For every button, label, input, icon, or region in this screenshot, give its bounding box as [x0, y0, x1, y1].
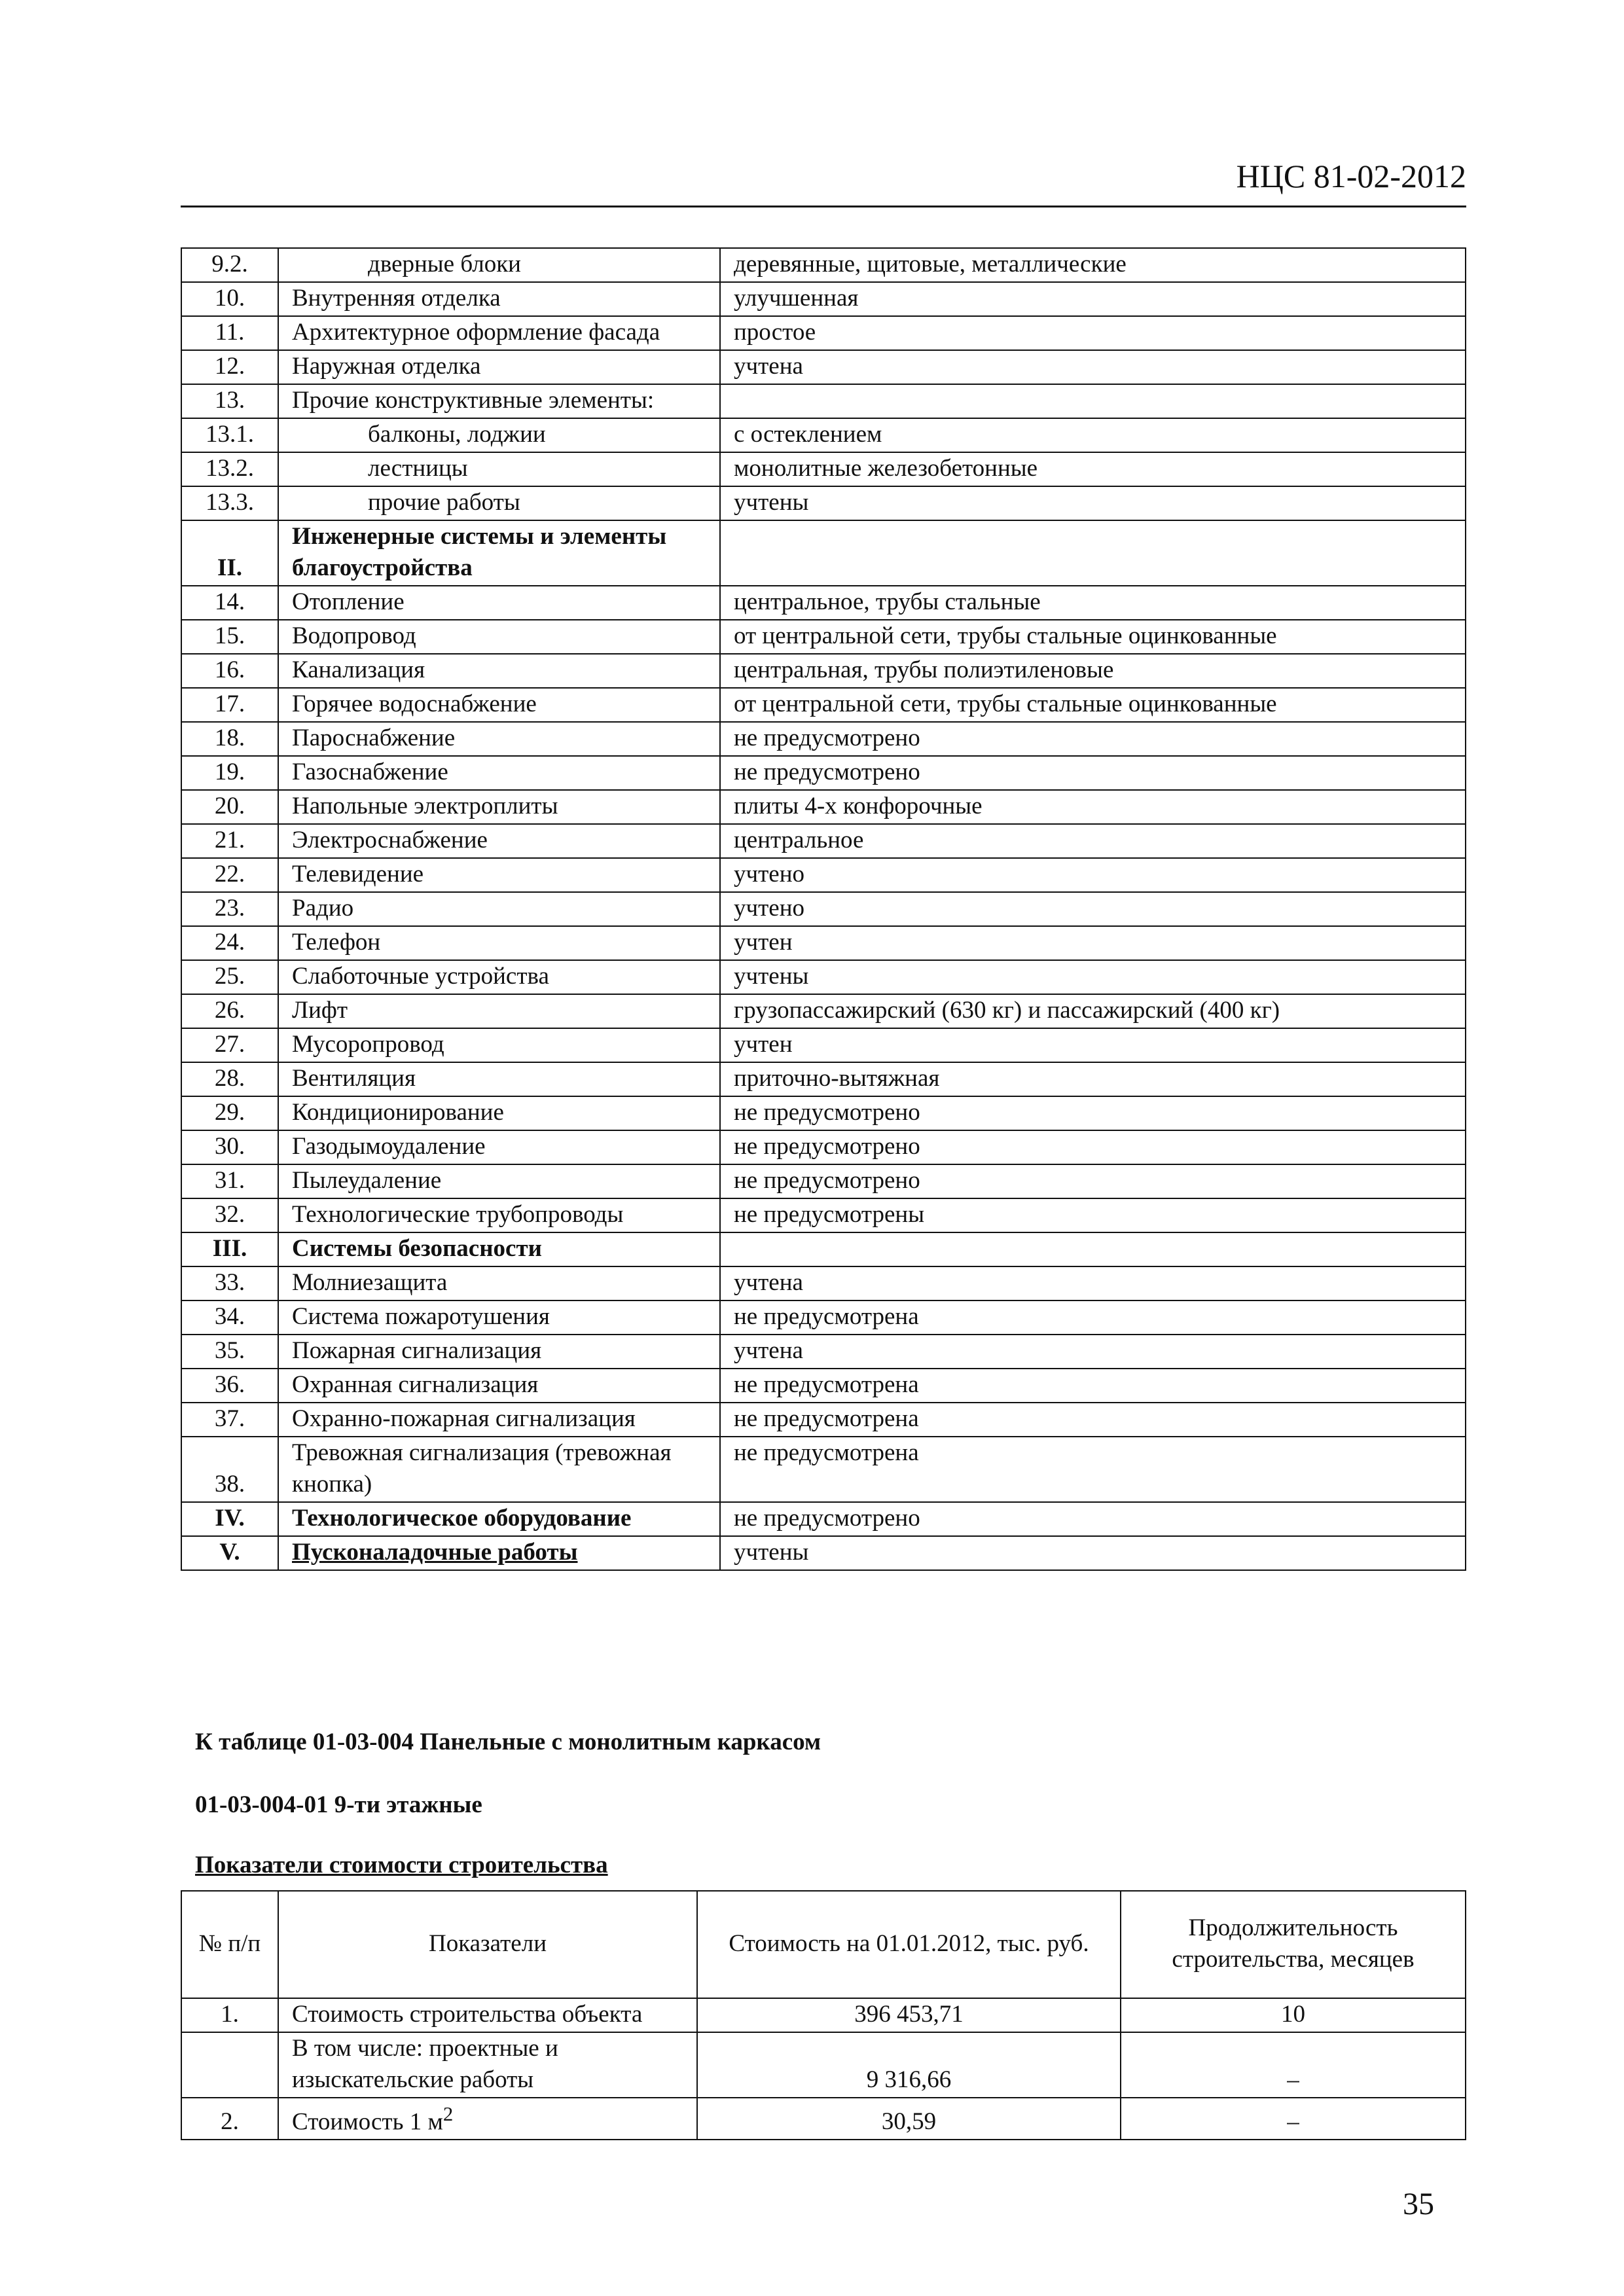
row-number: 23. [181, 892, 278, 926]
row-number: 24. [181, 926, 278, 960]
table-row [181, 1130, 1466, 1164]
document-code: НЦС 81-02-2012 [1236, 158, 1466, 194]
row-element: Тревожная сигнализация (тревожная кнопка) [278, 1437, 720, 1502]
row-element: Горячее водоснабжение [278, 688, 720, 722]
row-element: Пылеудаление [278, 1164, 720, 1198]
row-element: Слаботочные устройства [278, 960, 720, 994]
row-value: улучшенная [720, 282, 1466, 316]
row-element: Молниезащита [278, 1266, 720, 1300]
table-row [181, 1198, 1466, 1232]
indicators-title: Показатели стоимости строительства [195, 1852, 608, 1878]
table-row [181, 824, 1466, 858]
row-element: Газоснабжение [278, 756, 720, 790]
row-element: Наружная отделка [278, 350, 720, 384]
row-element: Пусконаладочные работы [278, 1536, 720, 1570]
row-value: учтен [720, 1028, 1466, 1062]
table-row [181, 756, 1466, 790]
table-row [181, 384, 1466, 418]
row-element: прочие работы [278, 486, 720, 520]
table-row [181, 418, 1466, 452]
row-value: учтен [720, 926, 1466, 960]
table-row [181, 2032, 1466, 2098]
table-row [181, 1502, 1466, 1536]
row-value: не предусмотрены [720, 1198, 1466, 1232]
row-number: 1. [181, 1998, 278, 2032]
row-element: дверные блоки [278, 248, 720, 282]
header-indicator: Показатели [278, 1891, 697, 1998]
page-number: 35 [1403, 2187, 1434, 2221]
row-value: деревянные, щитовые, металлические [720, 248, 1466, 282]
row-number: 37. [181, 1403, 278, 1437]
row-cost: 396 453,71 [697, 1998, 1121, 2032]
row-number: 13. [181, 384, 278, 418]
page-header [181, 157, 1466, 207]
header-cost [697, 1891, 1121, 1998]
row-element: Мусоропровод [278, 1028, 720, 1062]
row-number: IV. [181, 1502, 278, 1536]
table-row [181, 790, 1466, 824]
row-number: 11. [181, 316, 278, 350]
table-row [181, 1164, 1466, 1198]
table-row [181, 1335, 1466, 1369]
row-number: 2. [181, 2098, 278, 2140]
table-row [181, 858, 1466, 892]
table-subtitle: 01-03-004-01 9-ти этажные [195, 1791, 482, 1818]
row-value: не предусмотрено [720, 1130, 1466, 1164]
row-duration: – [1121, 2098, 1466, 2140]
table-row [181, 722, 1466, 756]
table-row [181, 1403, 1466, 1437]
row-value: не предусмотрено [720, 1096, 1466, 1130]
table-row [181, 1062, 1466, 1096]
row-number: 9.2. [181, 248, 278, 282]
specification-table [181, 247, 1466, 1571]
row-number: 14. [181, 586, 278, 620]
indicator-text: Стоимость 1 м [292, 2108, 443, 2136]
row-element: Инженерные системы и элементы благоустройства [278, 520, 720, 586]
row-value: учтена [720, 1335, 1466, 1369]
table-reference-caption: К таблице 01-03-004 Панельные с монолитным каркасом [195, 1729, 821, 1755]
row-value: учтены [720, 960, 1466, 994]
row-element: Прочие конструктивные элементы: [278, 384, 720, 418]
row-number: 19. [181, 756, 278, 790]
row-element: балконы, лоджии [278, 418, 720, 452]
row-element: Электроснабжение [278, 824, 720, 858]
row-value: учтена [720, 1266, 1466, 1300]
row-value: не предусмотрена [720, 1300, 1466, 1335]
row-number: III. [181, 1232, 278, 1266]
row-value: с остеклением [720, 418, 1466, 452]
row-value: не предусмотрено [720, 756, 1466, 790]
table-row [181, 654, 1466, 688]
table-row [181, 586, 1466, 620]
row-number: 27. [181, 1028, 278, 1062]
row-element: Канализация [278, 654, 720, 688]
row-number: 20. [181, 790, 278, 824]
row-element: Радио [278, 892, 720, 926]
table-row [181, 926, 1466, 960]
superscript-2: 2 [442, 2103, 454, 2125]
row-value: центральная, трубы полиэтиленовые [720, 654, 1466, 688]
row-element: Газодымоудаление [278, 1130, 720, 1164]
row-element: Пожарная сигнализация [278, 1335, 720, 1369]
row-number: 12. [181, 350, 278, 384]
table-row [181, 486, 1466, 520]
row-element: Напольные электроплиты [278, 790, 720, 824]
row-element: Кондиционирование [278, 1096, 720, 1130]
row-element: Технологические трубопроводы [278, 1198, 720, 1232]
table-row [181, 1536, 1466, 1570]
row-value: центральное, трубы стальные [720, 586, 1466, 620]
row-number: II. [181, 520, 278, 586]
row-number: 29. [181, 1096, 278, 1130]
row-value: учтены [720, 486, 1466, 520]
table-row [181, 248, 1466, 282]
table-row [181, 1266, 1466, 1300]
row-value: не предусмотрена [720, 1403, 1466, 1437]
row-value: учтено [720, 892, 1466, 926]
row-element: Отопление [278, 586, 720, 620]
row-element: Охранно-пожарная сигнализация [278, 1403, 720, 1437]
row-number: 38. [181, 1437, 278, 1502]
row-number: 22. [181, 858, 278, 892]
table-row [181, 1028, 1466, 1062]
table-row [181, 620, 1466, 654]
table-row [181, 1369, 1466, 1403]
row-number: 16. [181, 654, 278, 688]
table-row [181, 1998, 1466, 2032]
table-row [181, 350, 1466, 384]
row-value: не предусмотрена [720, 1437, 1466, 1502]
row-indicator: В том числе: проектные и изыскательские работы [278, 2032, 697, 2098]
row-element: Водопровод [278, 620, 720, 654]
table-row [181, 1437, 1466, 1502]
row-number: 17. [181, 688, 278, 722]
table-row [181, 1232, 1466, 1266]
row-value: от центральной сети, трубы стальные оцинкованные [720, 688, 1466, 722]
table-row [181, 316, 1466, 350]
row-number: V. [181, 1536, 278, 1570]
row-cost: 30,59 [697, 2098, 1121, 2140]
row-value: плиты 4-х конфорочные [720, 790, 1466, 824]
row-value: грузопассажирский (630 кг) и пассажирский (400 кг) [720, 994, 1466, 1028]
row-indicator [278, 2098, 697, 2140]
row-duration: – [1121, 2032, 1466, 2098]
row-number: 28. [181, 1062, 278, 1096]
row-number: 15. [181, 620, 278, 654]
row-value: не предусмотрено [720, 1502, 1466, 1536]
row-indicator: Стоимость строительства объекта [278, 1998, 697, 2032]
table-row [181, 1300, 1466, 1335]
row-value: не предусмотрено [720, 1164, 1466, 1198]
row-value [720, 1232, 1466, 1266]
row-value: учтена [720, 350, 1466, 384]
row-number: 32. [181, 1198, 278, 1232]
row-element: Телевидение [278, 858, 720, 892]
row-value: не предусмотрено [720, 722, 1466, 756]
row-number: 25. [181, 960, 278, 994]
table-row [181, 1096, 1466, 1130]
row-value [720, 384, 1466, 418]
row-number: 33. [181, 1266, 278, 1300]
row-element: Пароснабжение [278, 722, 720, 756]
row-value: приточно-вытяжная [720, 1062, 1466, 1096]
row-number: 34. [181, 1300, 278, 1335]
row-element: Архитектурное оформление фасада [278, 316, 720, 350]
row-element: Вентиляция [278, 1062, 720, 1096]
header-duration [1121, 1891, 1466, 1998]
row-value: не предусмотрена [720, 1369, 1466, 1403]
row-element: Охранная сигнализация [278, 1369, 720, 1403]
row-number [181, 2032, 278, 2098]
row-number: 13.3. [181, 486, 278, 520]
row-element: Внутренняя отделка [278, 282, 720, 316]
table-row [181, 960, 1466, 994]
row-number: 35. [181, 1335, 278, 1369]
row-element: Система пожаротушения [278, 1300, 720, 1335]
row-number: 13.1. [181, 418, 278, 452]
row-number: 21. [181, 824, 278, 858]
row-number: 36. [181, 1369, 278, 1403]
row-number: 26. [181, 994, 278, 1028]
row-value: центральное [720, 824, 1466, 858]
row-value: монолитные железобетонные [720, 452, 1466, 486]
table-row [181, 688, 1466, 722]
table-row [181, 520, 1466, 586]
row-value: учтены [720, 1536, 1466, 1570]
row-value: учтено [720, 858, 1466, 892]
row-element: Системы безопасности [278, 1232, 720, 1266]
table-row [181, 452, 1466, 486]
row-value: простое [720, 316, 1466, 350]
header-cost-label: Стоимость на 01.01.2012, тыс. руб. [729, 1930, 1089, 1957]
row-duration: 10 [1121, 1998, 1466, 2032]
table-row [181, 282, 1466, 316]
row-element: Телефон [278, 926, 720, 960]
row-element: Лифт [278, 994, 720, 1028]
row-number: 30. [181, 1130, 278, 1164]
row-element: лестницы [278, 452, 720, 486]
table-row [181, 994, 1466, 1028]
row-number: 31. [181, 1164, 278, 1198]
table-row [181, 892, 1466, 926]
row-value: от центральной сети, трубы стальные оцинкованные [720, 620, 1466, 654]
header-duration-label: Продолжительность строительства, месяцев [1172, 1914, 1415, 1973]
row-number: 10. [181, 282, 278, 316]
row-element: Технологическое оборудование [278, 1502, 720, 1536]
table-row [181, 2098, 1466, 2140]
header-number: № п/п [181, 1891, 278, 1998]
cost-indicators-table [181, 1890, 1466, 2140]
row-number: 18. [181, 722, 278, 756]
table-header-row [181, 1891, 1466, 1998]
row-cost: 9 316,66 [697, 2032, 1121, 2098]
row-number: 13.2. [181, 452, 278, 486]
row-value [720, 520, 1466, 586]
